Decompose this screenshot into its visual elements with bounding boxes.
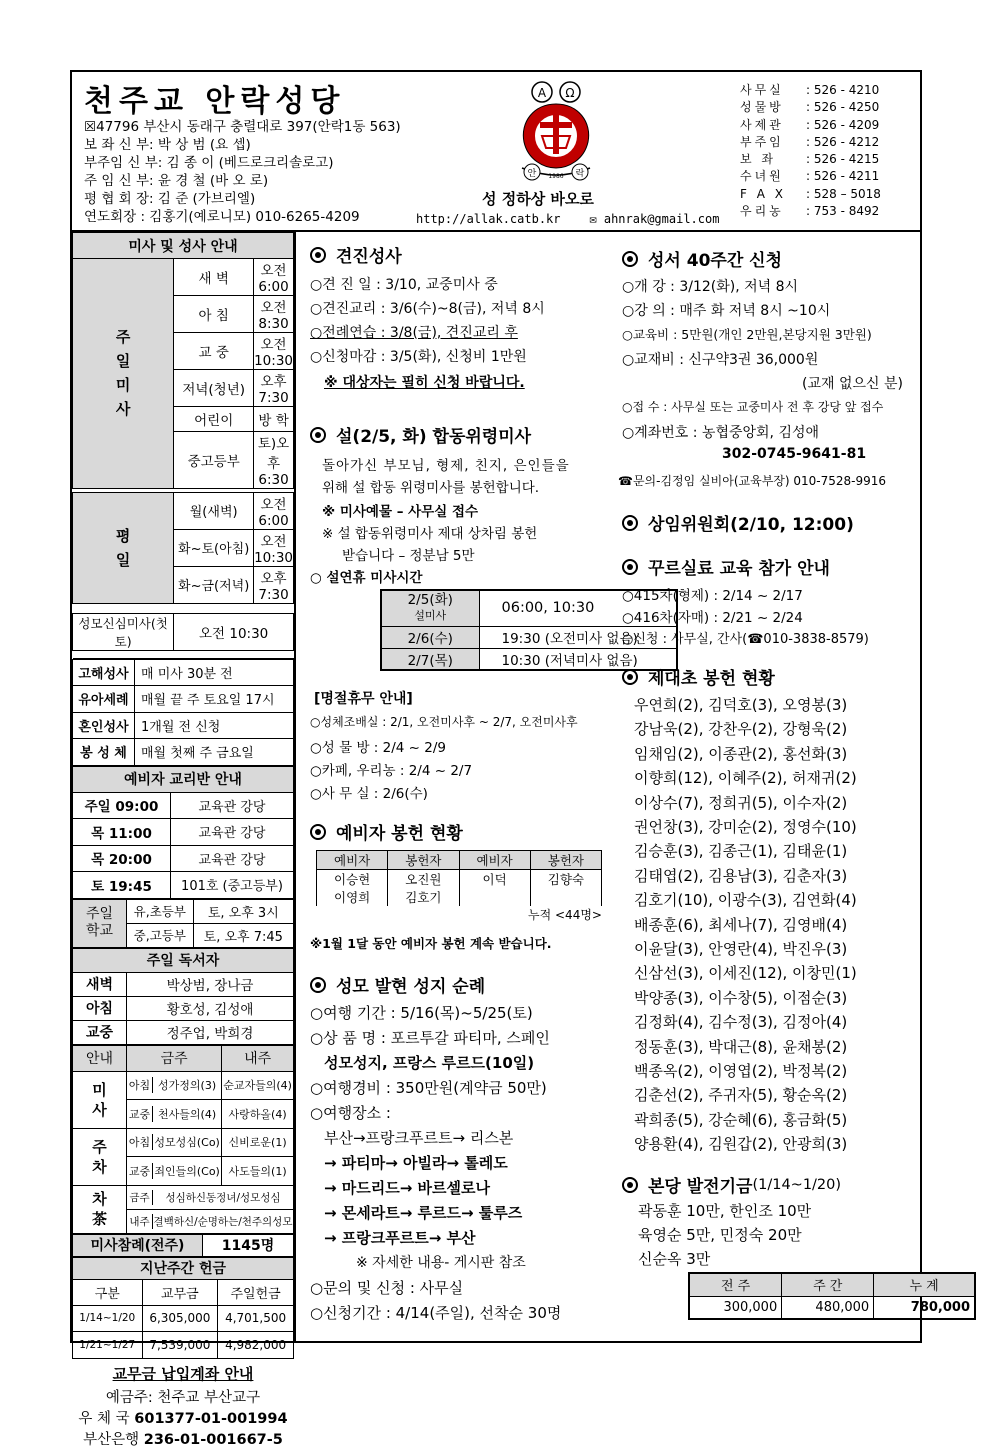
confirmation-note: ※ 대상자는 필히 신청 바랍니다. bbox=[324, 375, 525, 391]
confirmation-title: 견진성사 bbox=[336, 247, 402, 267]
confirmation-item: ○견 진 일 : 3/10, 교중미사 중 bbox=[310, 277, 498, 293]
account-number: 236-01-001667-5 bbox=[143, 1431, 283, 1448]
candle-donors: 이향희(12), 이혜주(2), 허재귀(2) bbox=[634, 769, 857, 788]
bible-item: ○개 강 : 3/12(화), 저녁 8시 bbox=[622, 279, 799, 295]
attendance-table bbox=[72, 1234, 294, 1257]
catechumen-total: 누적 <44명> bbox=[528, 908, 602, 922]
mass-name: 중고등부 bbox=[174, 431, 254, 488]
staff-line: 보 좌 신 부: 박 상 범 (요 셉) bbox=[84, 137, 251, 153]
offer-head: 예비자 bbox=[459, 851, 530, 870]
holiday-time: 19:30 (오전미사 없음) bbox=[479, 626, 677, 648]
pilgrimage-item: ※ 자세한 내용- 게시판 참조 bbox=[356, 1255, 526, 1271]
bullet-icon bbox=[622, 251, 638, 267]
phone-row bbox=[740, 99, 881, 116]
mass-schedule-table bbox=[72, 232, 294, 659]
phone-row bbox=[740, 82, 881, 99]
mass-name: 새 벽 bbox=[174, 259, 254, 296]
left-column bbox=[72, 232, 296, 1448]
cursillo-item: ○416차(자매) : 2/21 ~ 2/24 bbox=[622, 610, 803, 626]
logo-an: 안 bbox=[527, 169, 537, 179]
phone-row bbox=[740, 151, 881, 168]
offering-tithe: 7,539,000 bbox=[142, 1332, 218, 1359]
bulletin-frame bbox=[70, 70, 970, 1448]
candle-donors: 김태엽(2), 김용남(3), 김춘자(3) bbox=[634, 866, 848, 885]
first-sat-time: 오전 10:30 bbox=[174, 613, 294, 650]
candle-donors: 김호기(10), 이광수(3), 김연화(4) bbox=[634, 891, 857, 910]
guide-head: 안내 bbox=[73, 1045, 127, 1071]
phone-label: 우리농 bbox=[740, 204, 784, 219]
mass-time: 오전 10:30 bbox=[254, 333, 294, 370]
church-title: 천주교 안락성당 bbox=[84, 84, 346, 119]
mass-schedule-title: 미사 및 성사 안내 bbox=[73, 233, 294, 259]
tea-antiphon: 결백하신/순명하는/천주의성모 bbox=[153, 1215, 293, 1228]
patron-saint: 성 정하상 바오로 bbox=[482, 190, 594, 208]
candle-donors: 강남욱(2), 강찬우(2), 강형욱(2) bbox=[634, 720, 848, 739]
bible-item: ○강 의 : 매주 화 저녁 8시 ~10시 bbox=[622, 303, 831, 319]
class-place: 교육관 강당 bbox=[171, 792, 294, 819]
candle-donors: 권언창(3), 강미순(2), 정영수(10) bbox=[634, 818, 857, 836]
account-number: 601377-01-001994 bbox=[134, 1410, 288, 1427]
school-time: 토, 오후 7:45 bbox=[193, 923, 293, 947]
bullet-icon bbox=[622, 515, 638, 531]
phone-number: : 526 - 4209 bbox=[806, 117, 880, 132]
offer-head: 봉헌자 bbox=[388, 851, 459, 870]
candle-offer-heading bbox=[622, 664, 775, 689]
readers-table bbox=[72, 948, 294, 1045]
mass-name: 저녁(청년) bbox=[174, 370, 254, 407]
staff-line: 주 임 신 부: 윤 경 철 (바 오 로) bbox=[84, 173, 269, 189]
pilgrimage-item: → 몬세라트→ 루르드→ 툴루즈 bbox=[324, 1204, 523, 1222]
phone-directory bbox=[740, 82, 881, 220]
phone-row bbox=[740, 117, 881, 134]
holiday-time: 10:30 (저녁미사 없음) bbox=[479, 648, 677, 670]
sacrament-info: 매 미사 30분 전 bbox=[135, 659, 294, 686]
confirmation-item: ○견진교리 : 3/6(수)~8(금), 저녁 8시 bbox=[310, 301, 545, 317]
closure-item: ○사 무 실 : 2/6(수) bbox=[310, 786, 428, 802]
bible-item: ○교육비 : 5만원(개인 2만원,본당지원 3만원) bbox=[622, 327, 872, 342]
hymn-next-week: 순교자들의(4) bbox=[222, 1071, 294, 1100]
cursillo-heading bbox=[622, 554, 830, 579]
phone-row bbox=[740, 168, 881, 185]
tea-week: 내주 bbox=[127, 1214, 153, 1229]
attendance-label: 미사참례(전주) bbox=[73, 1234, 203, 1256]
bible-study-heading bbox=[622, 246, 782, 271]
bullet-icon bbox=[310, 824, 326, 840]
hymn-this-week: 성모성심(Co) bbox=[154, 1136, 220, 1150]
offering-sunday: 4,701,500 bbox=[218, 1305, 294, 1332]
pilgrimage-item: 부산→프랑크푸르트→ 리스본 bbox=[324, 1129, 514, 1147]
phone-label: 사무실 bbox=[740, 83, 784, 97]
weekday-mass-label: 평 일 bbox=[73, 492, 174, 603]
sacrament-name: 혼인성사 bbox=[73, 712, 135, 739]
phone-row bbox=[740, 203, 881, 220]
candle-donors: 양용환(4), 김원갑(2), 안광희(3) bbox=[634, 1135, 848, 1154]
offering-table bbox=[72, 1257, 294, 1359]
offer-head: 예비자 bbox=[317, 851, 388, 870]
right-column bbox=[612, 232, 970, 1343]
holiday-date: 2/5(화) bbox=[407, 592, 453, 609]
reader-names: 황호성, 김성애 bbox=[127, 996, 294, 1020]
candle-donors: 이상수(7), 정희귀(5), 이수자(2) bbox=[634, 793, 848, 812]
account-number: 천주교 부산교구 bbox=[157, 1389, 261, 1406]
address: ☒47796 부산시 동래구 충렬대로 397(안락1동 563) bbox=[84, 119, 401, 135]
mass-name: 어린이 bbox=[174, 407, 254, 432]
catechumen-title: 예비자 교리반 안내 bbox=[73, 766, 294, 792]
bullet-icon bbox=[310, 247, 326, 263]
phone-label: 수녀원 bbox=[740, 169, 784, 184]
fund-donors: 육영순 5만, 민정숙 20만 bbox=[638, 1226, 802, 1244]
holiday-time: 06:00, 10:30 bbox=[479, 590, 677, 626]
staff-line: 부주임 신 부: 김 종 이 (베드로크리솔로고) bbox=[84, 155, 334, 171]
bible-contact: ☎문의-김정임 실비아(교육부장) 010-7528-9916 bbox=[618, 474, 887, 488]
phone-number: : 526 - 4250 bbox=[806, 100, 880, 115]
hymn-this-week: 성가정의(3) bbox=[158, 1079, 217, 1093]
sacrament-name: 고해성사 bbox=[73, 659, 135, 686]
offer-cell: 김호기 bbox=[388, 888, 459, 906]
reader-mass: 교중 bbox=[73, 1020, 127, 1044]
phone-label: 성물방 bbox=[740, 100, 784, 115]
account-label: 부산은행 bbox=[83, 1431, 140, 1448]
fund-period: (1/14~1/20) bbox=[752, 1176, 842, 1193]
mass-name: 월(새벽) bbox=[174, 492, 254, 529]
phone-row bbox=[740, 186, 881, 203]
tea-week: 금주 bbox=[127, 1190, 153, 1205]
offering-head: 구분 bbox=[73, 1279, 143, 1305]
offer-cell bbox=[459, 888, 530, 906]
catechumen-note: ※1월 1달 동안 예비자 봉헌 계속 받습니다. bbox=[310, 936, 552, 951]
memorial-mass-title: 설(2/5, 화) 합동위령미사 bbox=[336, 427, 532, 447]
council-heading bbox=[622, 510, 854, 535]
guide-head: 금주 bbox=[127, 1045, 222, 1071]
tea-antiphon: 성심하신동정녀/성모성심 bbox=[165, 1191, 281, 1204]
catechumen-offer-heading bbox=[310, 819, 463, 844]
phone-label: 보 좌 bbox=[740, 152, 776, 167]
memorial-note: ※ 설 합동위령미사 제대 상차림 봉헌 bbox=[322, 526, 538, 542]
class-time: 토 19:45 bbox=[73, 872, 171, 899]
pilgrimage-item: ○여행장소 : bbox=[310, 1104, 391, 1122]
account-row bbox=[72, 1409, 294, 1430]
memorial-note: 받습니다 – 정분남 5만 bbox=[342, 548, 475, 564]
cursillo-item: ○415차(형제) : 2/14 ~ 2/17 bbox=[622, 588, 803, 604]
offering-head: 주일헌금 bbox=[218, 1279, 294, 1305]
candle-donors: 박양종(3), 이수창(5), 이점순(3) bbox=[634, 988, 848, 1007]
pilgrimage-heading bbox=[310, 972, 485, 997]
offer-cell: 오진원 bbox=[388, 870, 459, 889]
offer-cell: 이영희 bbox=[317, 888, 388, 906]
fund-total: 780,000 bbox=[874, 1296, 975, 1319]
phone-number: : 528 – 5018 bbox=[806, 186, 881, 201]
contact-links bbox=[416, 212, 719, 226]
email-link[interactable]: ✉ ahnrak@gmail.com bbox=[589, 212, 720, 226]
council-title: 상임위원회(2/10, 12:00) bbox=[648, 515, 854, 535]
memorial-note: ※ 미사예물 – 사무실 접수 bbox=[322, 504, 479, 520]
pilgrimage-title: 성모 발현 성지 순례 bbox=[336, 977, 486, 997]
offering-title: 지난주간 헌금 bbox=[73, 1257, 294, 1279]
mass-slot: 교중 bbox=[127, 1163, 153, 1179]
mass-time: 오후 7:30 bbox=[254, 370, 294, 407]
account-label: 우 체 국 bbox=[78, 1410, 130, 1427]
mass-name: 교 중 bbox=[174, 333, 254, 370]
account-label: 예금주: bbox=[105, 1389, 153, 1406]
closure-title: [명절휴무 안내] bbox=[314, 691, 413, 707]
school-group: 중,고등부 bbox=[127, 923, 194, 947]
holiday-name: 설미사 bbox=[414, 609, 447, 623]
offering-tithe: 6,305,000 bbox=[142, 1305, 218, 1332]
fund-head: 주 간 bbox=[782, 1273, 874, 1296]
catechumen-offer-title: 예비자 봉헌 현황 bbox=[336, 824, 463, 844]
pilgrimage-item: ○여행경비 : 350만원(계약금 50만) bbox=[310, 1079, 547, 1097]
website-link[interactable]: http://allak.catb.kr bbox=[416, 212, 561, 226]
fund-head: 전 주 bbox=[689, 1273, 782, 1296]
pilgrimage-item: → 프랑크푸르트→ 부산 bbox=[324, 1229, 476, 1247]
holiday-date: 2/6(수) bbox=[381, 626, 479, 648]
parish-logo-icon bbox=[504, 78, 608, 182]
hymn-next-week: 신비로운(1) bbox=[222, 1128, 294, 1157]
bullet-icon bbox=[622, 1177, 638, 1193]
class-time: 주일 09:00 bbox=[73, 792, 171, 819]
candle-donors: 김승훈(3), 김종근(1), 김태윤(1) bbox=[634, 842, 848, 861]
catechumen-table bbox=[72, 766, 294, 899]
logo-year: 1986 bbox=[548, 173, 564, 180]
offer-cell bbox=[530, 888, 601, 906]
sunday-school-table bbox=[72, 899, 294, 948]
mass-name: 아 침 bbox=[174, 296, 254, 333]
first-sat-label: 성모신심미사(첫토) bbox=[73, 613, 174, 650]
hymn-next-week: 사도들의(1) bbox=[222, 1157, 294, 1186]
mass-time: 토)오후 6:30 bbox=[254, 431, 294, 488]
bullet-icon bbox=[310, 427, 326, 443]
candle-donors: 배종훈(6), 최세나(7), 김영배(4) bbox=[634, 915, 848, 934]
catechumen-offer-table bbox=[316, 850, 602, 906]
offering-period: 1/14~1/20 bbox=[73, 1305, 143, 1332]
closure-item: ○성체조배실 : 2/1, 오전미사후 ~ 2/7, 오전미사후 bbox=[310, 715, 578, 729]
bible-study-title: 성서 40주간 신청 bbox=[648, 251, 783, 271]
bible-item: ○교재비 : 신구약3권 36,000원 bbox=[622, 352, 819, 368]
tea-label: 차 茶 bbox=[73, 1185, 127, 1233]
offer-cell: 이덕 bbox=[459, 870, 530, 889]
account-title: 교무금 납입계좌 안내 bbox=[112, 1364, 254, 1383]
offering-sunday: 4,982,000 bbox=[218, 1332, 294, 1359]
class-place: 101호 (중고등부) bbox=[171, 872, 294, 899]
memorial-mass-heading bbox=[310, 422, 531, 447]
phone-label: F A X bbox=[740, 186, 786, 201]
candle-donors: 백종옥(2), 이영엽(2), 박정복(2) bbox=[634, 1062, 848, 1080]
middle-column bbox=[296, 232, 638, 1343]
mass-slot: 아침 bbox=[127, 1134, 153, 1150]
closure-item: ○카페, 우리농 : 2/4 ~ 2/7 bbox=[310, 763, 473, 779]
hymn-communion-label: 주 차 bbox=[73, 1128, 127, 1185]
hymn-this-week: 천사들의(4) bbox=[158, 1107, 217, 1121]
school-group: 유,초등부 bbox=[127, 899, 194, 923]
candle-donors: 김정화(4), 김수정(3), 김정아(4) bbox=[634, 1013, 848, 1032]
fund-title: 본당 발전기금 bbox=[648, 1177, 753, 1197]
account-row bbox=[72, 1430, 294, 1451]
class-time: 목 11:00 bbox=[73, 819, 171, 846]
phone-number: : 526 - 4210 bbox=[806, 83, 880, 97]
phone-number: : 753 - 8492 bbox=[806, 204, 880, 219]
account-section bbox=[72, 1359, 294, 1451]
mass-time: 오전 10:30 bbox=[254, 529, 294, 566]
reader-names: 정주업, 박희경 bbox=[127, 1020, 294, 1044]
bible-item: ○계좌번호 : 농협중앙회, 김성애 bbox=[622, 425, 820, 441]
candle-donors: 김춘선(2), 주귀자(5), 황순옥(2) bbox=[634, 1086, 848, 1105]
pilgrimage-item: 성모성지, 프랑스 루르드(10일) bbox=[324, 1054, 535, 1072]
hymn-guide-table bbox=[72, 1045, 294, 1234]
bible-account: 302-0745-9641-81 bbox=[722, 446, 867, 462]
reader-mass: 새벽 bbox=[73, 972, 127, 996]
closure-item: ○성 물 방 : 2/4 ~ 2/9 bbox=[310, 740, 446, 756]
candle-donors: 우연희(2), 김덕호(3), 오영봉(3) bbox=[634, 696, 848, 714]
cursillo-item: ○신청 : 사무실, 간사(☎010-3838-8579) bbox=[622, 632, 869, 647]
hymn-this-week: 죄인들의(Co) bbox=[154, 1164, 220, 1178]
holiday-date: 2/7(목) bbox=[381, 648, 479, 670]
readers-title: 주일 독서자 bbox=[73, 948, 294, 972]
bullet-icon bbox=[622, 669, 638, 685]
mass-slot: 아침 bbox=[127, 1077, 153, 1093]
offering-head: 교무금 bbox=[142, 1279, 218, 1305]
class-time: 목 20:00 bbox=[73, 845, 171, 872]
offering-period: 1/21~1/27 bbox=[73, 1332, 143, 1359]
fund-donors: 신순옥 3만 bbox=[638, 1250, 711, 1268]
pilgrimage-item: ○신청기간 : 4/14(주일), 선착순 30명 bbox=[310, 1304, 562, 1322]
logo-rak: 락 bbox=[575, 169, 585, 179]
attendance-count: 1145명 bbox=[203, 1234, 294, 1256]
mass-name: 화~토(아침) bbox=[174, 529, 254, 566]
mass-time: 오후 7:30 bbox=[254, 566, 294, 603]
phone-label: 사제관 bbox=[740, 117, 784, 132]
candle-donors: 임채임(2), 이종관(2), 홍선화(3) bbox=[634, 744, 848, 763]
class-place: 교육관 강당 bbox=[171, 845, 294, 872]
pilgrimage-item: ○상 품 명 : 포르투갈 파티마, 스페인 bbox=[310, 1029, 550, 1047]
confirmation-item: ○신청마감 : 3/5(화), 신청비 1만원 bbox=[310, 349, 527, 365]
mass-time: 오전 6:00 bbox=[254, 259, 294, 296]
bullet-icon bbox=[622, 559, 638, 575]
fund-donors: 곽동훈 10만, 한인조 10만 bbox=[638, 1202, 812, 1220]
logo-alpha: A bbox=[537, 86, 547, 100]
phone-label: 부주임 bbox=[740, 134, 784, 149]
fund-head: 누 계 bbox=[874, 1273, 975, 1296]
bible-item: ○접 수 : 사무실 또는 교중미사 전 후 강당 앞 접수 bbox=[622, 400, 884, 414]
staff-line: 평 협 회 장: 김 준 (가브리엘) bbox=[84, 191, 256, 207]
memorial-text: 위해 설 합동 위령미사를 봉헌합니다. bbox=[322, 480, 540, 496]
phone-number: : 526 - 4215 bbox=[806, 152, 880, 167]
bullet-icon bbox=[310, 977, 326, 993]
fund-table bbox=[688, 1272, 976, 1320]
phone-number: : 526 - 4211 bbox=[806, 169, 880, 184]
fund-value: 300,000 bbox=[689, 1296, 782, 1319]
staff-line: 연도회장 : 김홍기(예로니모) 010-6265-4209 bbox=[84, 209, 360, 225]
church-info bbox=[84, 118, 401, 226]
phone-number: : 526 - 4212 bbox=[806, 134, 880, 149]
mass-name: 화~금(저녁) bbox=[174, 566, 254, 603]
bulletin-header bbox=[72, 72, 920, 232]
reader-mass: 아침 bbox=[73, 996, 127, 1020]
hymn-next-week: 사랑하올(4) bbox=[222, 1100, 294, 1129]
sacrament-table bbox=[72, 659, 294, 766]
confirmation-heading bbox=[310, 242, 402, 267]
reader-names: 박상범, 장나금 bbox=[127, 972, 294, 996]
cursillo-title: 꾸르실료 교육 참가 안내 bbox=[648, 559, 830, 579]
account-row bbox=[72, 1388, 294, 1409]
phone-row bbox=[740, 134, 881, 151]
logo-omega: Ω bbox=[565, 86, 575, 100]
sunday-school-label: 주일 학교 bbox=[73, 899, 127, 947]
fund-value: 480,000 bbox=[782, 1296, 874, 1319]
mass-time: 오전 8:30 bbox=[254, 296, 294, 333]
pilgrimage-item: ○여행 기간 : 5/16(목)~5/25(토) bbox=[310, 1004, 533, 1022]
offer-cell: 이승현 bbox=[317, 870, 388, 889]
guide-head: 내주 bbox=[222, 1045, 294, 1071]
sacrament-info: 매월 끝 주 토요일 17시 bbox=[135, 686, 294, 713]
pilgrimage-item: → 파티마→ 아빌라→ 톨레도 bbox=[324, 1154, 508, 1172]
memorial-text: 돌아가신 부모님, 형제, 친지, 은인들을 bbox=[322, 458, 570, 474]
candle-donors: 신삼선(3), 이세진(12), 이창민(1) bbox=[634, 964, 857, 983]
pilgrimage-item: ○문의 및 신청 : 사무실 bbox=[310, 1279, 464, 1297]
sacrament-name: 봉 성 체 bbox=[73, 739, 135, 766]
mass-time: 방 학 bbox=[254, 407, 294, 432]
confirmation-item: ○전례연습 : 3/8(금), 견진교리 후 bbox=[310, 325, 518, 341]
school-time: 토, 오후 3시 bbox=[193, 899, 293, 923]
hymn-mass-label: 미 사 bbox=[73, 1071, 127, 1128]
sunday-mass-label: 주 일 미 사 bbox=[73, 259, 174, 489]
class-place: 교육관 강당 bbox=[171, 819, 294, 846]
candle-donors: 곽희종(5), 강순혜(6), 홍금화(5) bbox=[634, 1110, 848, 1129]
sacrament-info: 매월 첫째 주 금요일 bbox=[135, 739, 294, 766]
mass-slot: 교중 bbox=[127, 1106, 153, 1122]
offer-cell: 김향숙 bbox=[530, 870, 601, 889]
bible-item: (교재 없으신 분) bbox=[802, 376, 903, 392]
candle-offer-title: 제대초 봉헌 현황 bbox=[648, 669, 775, 689]
mass-time: 오전 6:00 bbox=[254, 492, 294, 529]
pilgrimage-item: → 마드리드→ 바르셀로나 bbox=[324, 1179, 490, 1197]
sacrament-info: 1개월 전 신청 bbox=[135, 712, 294, 739]
holiday-mass-title: ○ 설연휴 미사시간 bbox=[310, 570, 423, 586]
candle-donors: 정동훈(3), 박대근(8), 윤채봉(2) bbox=[634, 1037, 848, 1056]
fund-heading bbox=[622, 1172, 841, 1197]
sacrament-name: 유아세례 bbox=[73, 686, 135, 713]
candle-donors: 이윤달(3), 안영란(4), 박진우(3) bbox=[634, 940, 848, 958]
offer-head: 봉헌자 bbox=[530, 851, 601, 870]
